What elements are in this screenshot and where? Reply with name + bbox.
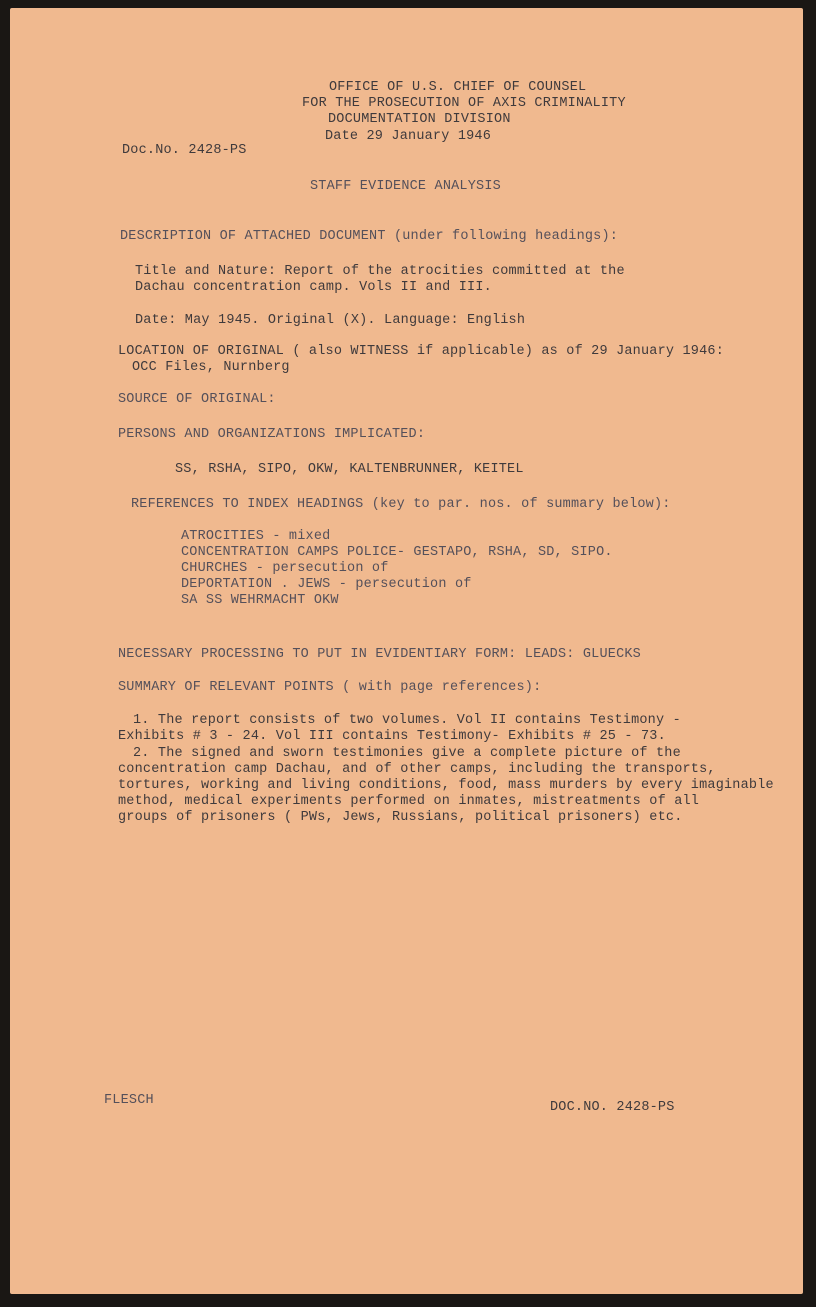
reference-item: ATROCITIES - mixed xyxy=(181,529,331,544)
description-heading: DESCRIPTION OF ATTACHED DOCUMENT (under following headings): xyxy=(120,229,619,244)
reference-item: CHURCHES - persecution of xyxy=(181,561,389,576)
title-nature-line-2: Dachau concentration camp. Vols II and III. xyxy=(135,280,492,295)
location-value: OCC Files, Nurnberg xyxy=(132,360,290,375)
source-heading: SOURCE OF ORIGINAL: xyxy=(118,392,276,407)
date-language-line: Date: May 1945. Original (X). Language: English xyxy=(135,313,526,328)
persons-value: SS, RSHA, SIPO, OKW, KALTENBRUNNER, KEITEL xyxy=(175,462,524,477)
persons-heading: PERSONS AND ORGANIZATIONS IMPLICATED: xyxy=(118,427,426,442)
reference-item: DEPORTATION . JEWS - persecution of xyxy=(181,577,472,592)
references-heading: REFERENCES TO INDEX HEADINGS (key to par. nos. of summary below): xyxy=(131,497,671,512)
title-nature-line-1: Title and Nature: Report of the atrocities committed at the xyxy=(135,264,625,279)
footer-doc-number: DOC.NO. 2428-PS xyxy=(550,1100,675,1115)
header-prosecution: FOR THE PROSECUTION OF AXIS CRIMINALITY xyxy=(302,96,626,111)
summary-heading: SUMMARY OF RELEVANT POINTS ( with page references): xyxy=(118,680,542,695)
header-office: OFFICE OF U.S. CHIEF OF COUNSEL xyxy=(329,80,587,95)
processing-line: NECESSARY PROCESSING TO PUT IN EVIDENTIARY FORM: LEADS: GLUECKS xyxy=(118,647,641,662)
reference-item: SA SS WEHRMACHT OKW xyxy=(181,593,339,608)
summary-line: 2. The signed and sworn testimonies give a complete picture of the xyxy=(133,746,681,761)
reference-item: CONCENTRATION CAMPS POLICE- GESTAPO, RSHA, SD, SIPO. xyxy=(181,545,613,560)
page-title: STAFF EVIDENCE ANALYSIS xyxy=(310,179,501,194)
summary-line: concentration camp Dachau, and of other camps, including the transports, xyxy=(118,762,716,777)
summary-line: method, medical experiments performed on inmates, mistreatments of all xyxy=(118,794,700,809)
header-date: Date 29 January 1946 xyxy=(325,129,492,144)
summary-line: groups of prisoners ( PWs, Jews, Russians, political prisoners) etc. xyxy=(118,810,683,825)
location-heading: LOCATION OF ORIGINAL ( also WITNESS if applicable) as of 29 January 1946: xyxy=(118,344,724,359)
header-division: DOCUMENTATION DIVISION xyxy=(328,112,511,127)
summary-line: 1. The report consists of two volumes. Vol II contains Testimony - xyxy=(133,713,681,728)
summary-line: Exhibits # 3 - 24. Vol III contains Testimony- Exhibits # 25 - 73. xyxy=(118,729,666,744)
document-page xyxy=(10,8,803,1294)
doc-number: Doc.No. 2428-PS xyxy=(122,143,247,158)
analyst-name: FLESCH xyxy=(104,1093,154,1108)
summary-line: tortures, working and living conditions, food, mass murders by every imaginable xyxy=(118,778,774,793)
